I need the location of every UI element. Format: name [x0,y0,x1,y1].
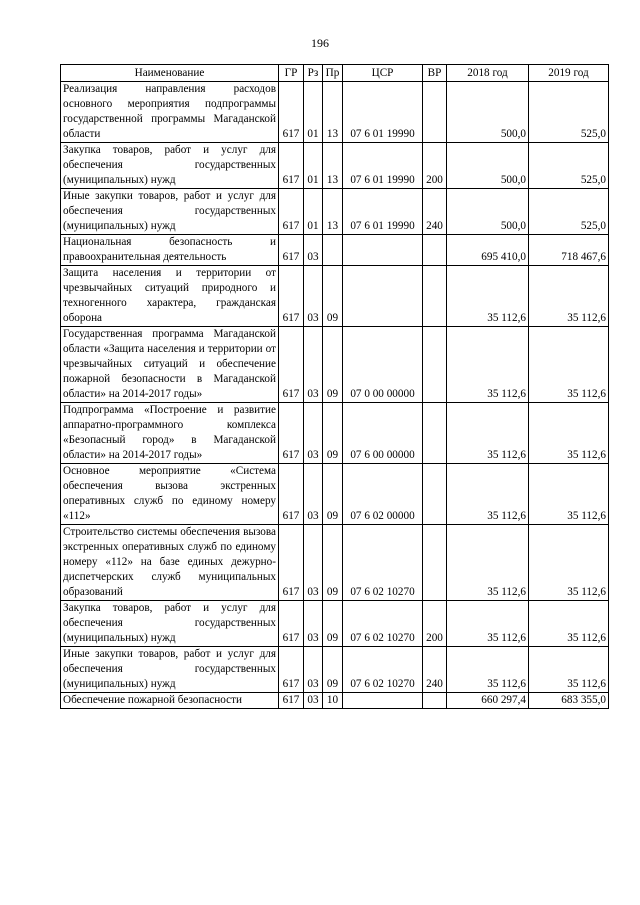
budget-table [60,64,609,709]
row-2019: 35 112,6 [529,266,609,327]
row-2018: 35 112,6 [447,327,529,403]
header-name: Наименование [61,65,279,82]
row-vr [423,266,447,327]
row-2019: 35 112,6 [529,327,609,403]
row-gr: 617 [279,143,304,189]
row-name: Иные закупки товаров, работ и услуг для обеспечения государственных (муниципальных) нужд [61,189,279,235]
row-2019: 525,0 [529,143,609,189]
header-vr: ВР [423,65,447,82]
row-rz: 03 [304,601,323,647]
row-pr: 13 [323,189,343,235]
row-vr: 200 [423,601,447,647]
row-rz: 01 [304,189,323,235]
row-rz: 03 [304,235,323,266]
table-row [61,82,609,143]
row-pr [323,235,343,266]
row-pr: 09 [323,464,343,525]
row-2018: 695 410,0 [447,235,529,266]
row-2018: 35 112,6 [447,601,529,647]
row-vr [423,525,447,601]
row-rz: 03 [304,266,323,327]
row-rz: 01 [304,143,323,189]
row-csr [343,235,423,266]
row-name: Государственная программа Магаданской области «Защита населения и территории от чрезвычайных ситуаций и обеспечение пожарной безопасности в Магаданской области» на 2014-2017 годы» [61,327,279,403]
row-gr: 617 [279,82,304,143]
row-2019: 35 112,6 [529,525,609,601]
row-2018: 660 297,4 [447,693,529,709]
row-gr: 617 [279,235,304,266]
row-2018: 35 112,6 [447,266,529,327]
row-vr [423,82,447,143]
row-2018: 35 112,6 [447,647,529,693]
row-2019: 35 112,6 [529,601,609,647]
row-rz: 03 [304,525,323,601]
row-name: Защита населения и территории от чрезвычайных ситуаций природного и техногенного характера, гражданская оборона [61,266,279,327]
row-rz: 03 [304,693,323,709]
row-pr: 09 [323,403,343,464]
row-csr [343,693,423,709]
header-2018: 2018 год [447,65,529,82]
row-pr: 09 [323,601,343,647]
row-name: Основное мероприятие «Система обеспечения вызова экстренных оперативных служб по единому номеру «112» [61,464,279,525]
table-row [61,601,609,647]
row-pr: 10 [323,693,343,709]
row-rz: 03 [304,403,323,464]
row-2019: 35 112,6 [529,647,609,693]
row-csr: 07 6 02 00000 [343,464,423,525]
header-gr: ГР [279,65,304,82]
row-2018: 35 112,6 [447,464,529,525]
row-pr: 13 [323,143,343,189]
row-gr: 617 [279,464,304,525]
row-pr: 09 [323,525,343,601]
header-rz: Рз [304,65,323,82]
row-csr: 07 6 01 19990 [343,143,423,189]
row-pr: 09 [323,266,343,327]
row-csr: 07 6 02 10270 [343,525,423,601]
row-gr: 617 [279,525,304,601]
row-name: Иные закупки товаров, работ и услуг для обеспечения государственных (муниципальных) нужд [61,647,279,693]
row-vr: 240 [423,647,447,693]
table-row [61,647,609,693]
row-2018: 35 112,6 [447,525,529,601]
row-pr: 13 [323,82,343,143]
row-name: Строительство системы обеспечения вызова экстренных оперативных служб по единому номеру «112» на базе единых дежурно-диспетчерских служб муниципальных образований [61,525,279,601]
row-name: Национальная безопасность и правоохранительная деятельность [61,235,279,266]
row-vr [423,464,447,525]
row-2019: 718 467,6 [529,235,609,266]
page-number: 196 [311,36,329,50]
row-2019: 683 355,0 [529,693,609,709]
row-gr: 617 [279,693,304,709]
row-csr: 07 6 02 10270 [343,647,423,693]
table-row [61,525,609,601]
table-header-row [61,65,609,82]
row-2019: 525,0 [529,82,609,143]
table-row [61,464,609,525]
row-gr: 617 [279,266,304,327]
row-2018: 35 112,6 [447,403,529,464]
row-csr: 07 6 01 19990 [343,189,423,235]
header-pr: Пр [323,65,343,82]
row-name: Закупка товаров, работ и услуг для обеспечения государственных (муниципальных) нужд [61,601,279,647]
row-rz: 01 [304,82,323,143]
table-row [61,143,609,189]
row-csr: 07 0 00 00000 [343,327,423,403]
row-pr: 09 [323,647,343,693]
row-gr: 617 [279,189,304,235]
row-2019: 525,0 [529,189,609,235]
row-csr [343,266,423,327]
table-row [61,327,609,403]
table-row [61,403,609,464]
row-csr: 07 6 02 10270 [343,601,423,647]
row-2018: 500,0 [447,189,529,235]
table-row [61,266,609,327]
row-vr [423,327,447,403]
row-2019: 35 112,6 [529,464,609,525]
header-csr: ЦСР [343,65,423,82]
row-csr: 07 6 00 00000 [343,403,423,464]
row-vr [423,693,447,709]
row-vr: 240 [423,189,447,235]
table-row [61,235,609,266]
table-row [61,693,609,709]
row-gr: 617 [279,327,304,403]
row-gr: 617 [279,647,304,693]
row-name: Обеспечение пожарной безопасности [61,693,279,709]
row-csr: 07 6 01 19990 [343,82,423,143]
row-name: Реализация направления расходов основного мероприятия подпрограммы государственной программы Магаданской области [61,82,279,143]
row-2018: 500,0 [447,82,529,143]
table-row [61,189,609,235]
row-gr: 617 [279,403,304,464]
row-vr [423,403,447,464]
row-2018: 500,0 [447,143,529,189]
row-vr: 200 [423,143,447,189]
row-name: Закупка товаров, работ и услуг для обеспечения государственных (муниципальных) нужд [61,143,279,189]
row-pr: 09 [323,327,343,403]
row-rz: 03 [304,327,323,403]
row-name: Подпрограмма «Построение и развитие аппаратно-программного комплекса «Безопасный город» в Магаданской области» на 2014-2017 годы» [61,403,279,464]
header-2019: 2019 год [529,65,609,82]
row-rz: 03 [304,464,323,525]
row-vr [423,235,447,266]
row-2019: 35 112,6 [529,403,609,464]
row-gr: 617 [279,601,304,647]
row-rz: 03 [304,647,323,693]
